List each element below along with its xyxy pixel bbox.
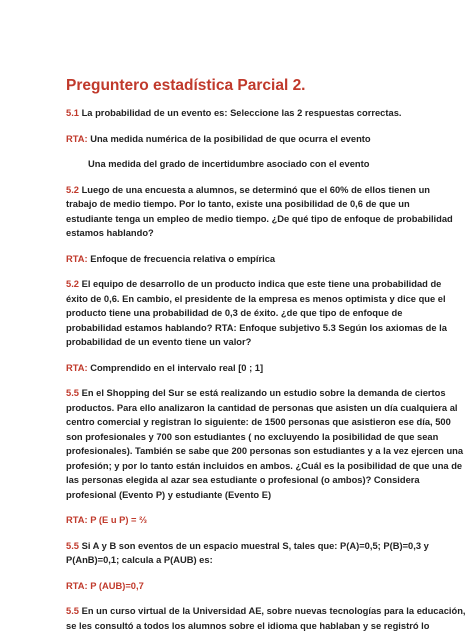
document-content	[66, 76, 466, 644]
line-text: Una medida del grado de incertidumbre asociado con el evento	[88, 159, 370, 169]
line-text: RTA: P (AUB)=0,7	[66, 580, 144, 591]
text-line	[66, 212, 453, 227]
question-number: 5.2	[66, 279, 79, 289]
question-paragraph	[66, 106, 416, 121]
question-number: 5.5	[66, 388, 79, 398]
text-line	[66, 321, 447, 336]
text-line	[66, 361, 416, 376]
text-line	[66, 619, 430, 634]
text-line	[66, 292, 446, 307]
question-paragraph	[66, 604, 466, 633]
text-line	[66, 604, 466, 619]
line-text: producto tiene una probabilidad de 0,3 de éxito. ¿de que tipo de enfoque de	[66, 308, 403, 318]
question-paragraph	[66, 386, 464, 502]
answer-paragraph	[66, 132, 416, 147]
line-text: La probabilidad de un evento es: Seleccione las 2 respuestas correctas.	[79, 108, 402, 118]
answer-label: RTA:	[66, 253, 88, 264]
line-text: Comprendido en el intervalo real [0 ; 1]	[87, 362, 264, 373]
page-title: Preguntero estadística Parcial 2.	[66, 77, 306, 94]
line-text: Luego de una encuesta a alumnos, se determinó que el 60% de ellos tienen un	[79, 184, 430, 195]
question-paragraph	[66, 277, 447, 350]
line-text: En un curso virtual de la Universidad AE, sobre nuevas tecnologías para la educación,	[79, 606, 466, 616]
answer-paragraph	[66, 252, 416, 267]
text-line	[66, 539, 429, 554]
line-text: En el Shopping del Sur se está realizando un estudio sobre la demanda de ciertos	[79, 388, 446, 398]
answer-paragraph	[66, 579, 416, 594]
line-text: profesional (Evento P) y estudiante (Evento E)	[66, 489, 272, 500]
answer-label: RTA:	[66, 362, 88, 373]
line-text: productos. Para ello analizaron la cantidad de personas que asisten un día cualquiera al	[66, 402, 458, 413]
text-line	[66, 252, 416, 267]
text-line	[66, 444, 464, 459]
line-text: las personas elegida al azar sea estudiante o profesional (o ambos)? Considera	[66, 475, 420, 485]
line-text: estudiante tenga un empleo de medio tiempo. ¿De qué tipo de enfoque de probabilidad	[66, 213, 453, 224]
text-line	[66, 226, 416, 241]
question-paragraph	[66, 183, 453, 241]
line-text: El equipo de desarrollo de un producto indica que este tiene una probabilidad de	[79, 279, 442, 289]
question-number: 5.1	[66, 108, 79, 118]
answer-paragraph	[66, 513, 416, 528]
question-number: 5.5	[66, 540, 79, 551]
text-line	[66, 335, 416, 350]
line-text: profesionales). También se sabe que 200 personas son estudiantes y a la vez ejercen una	[66, 446, 464, 456]
question-number: 5.2	[66, 184, 79, 195]
answer-label: RTA:	[66, 133, 88, 144]
text-line	[66, 579, 416, 594]
line-text: son profesionales y 700 son estudiantes ( no excluyendo la posibilidad de que sean	[66, 431, 439, 442]
line-text: trabajo de medio tiempo. Por lo tanto, existe una posibilidad de 0,6 de que un	[66, 199, 410, 209]
text-line	[66, 488, 416, 503]
question-paragraph	[66, 539, 429, 568]
text-line	[66, 277, 442, 292]
text-line	[66, 106, 416, 121]
line-text: profesión; y por lo tanto están incluidos en ambos. ¿Cuál es la posibilidad de que una de	[66, 460, 463, 471]
line-text: éxito de 0,6. En cambio, el presidente de la empresa es menos optimista y dice que el	[66, 293, 446, 304]
question-list	[66, 106, 466, 633]
line-text: RTA: P (E u P) = ⅔	[66, 515, 147, 525]
text-line	[66, 306, 416, 321]
answer-paragraph	[66, 157, 416, 172]
text-line	[66, 183, 430, 198]
line-text: estamos hablando?	[66, 228, 154, 238]
text-line	[66, 415, 451, 430]
text-line	[66, 513, 416, 528]
text-line	[66, 459, 463, 474]
line-text: centro comercial y registran lo siguiente: de 1500 personas que asistieron ese día, 500	[66, 417, 451, 427]
text-line	[66, 386, 446, 401]
text-line	[88, 157, 416, 172]
text-line	[66, 132, 416, 147]
line-text: Si A y B son eventos de un espacio muestral S, tales que: P(A)=0,5; P(B)=0,3 y	[79, 540, 429, 551]
question-number: 5.5	[66, 606, 79, 616]
text-line	[66, 430, 439, 445]
text-line	[66, 553, 416, 568]
line-text: probabilidad estamos hablando? RTA: Enfoque subjetivo 5.3 Según los axiomas de la	[66, 322, 447, 333]
line-text: Una medida numérica de la posibilidad de que ocurra el evento	[87, 133, 371, 144]
text-line	[66, 197, 416, 212]
answer-paragraph	[66, 361, 416, 376]
line-text: Enfoque de frecuencia relativa o empírica	[87, 253, 276, 264]
text-line	[66, 473, 420, 488]
line-text: se les consultó a todos los alumnos sobre el idioma que hablaban y se registró lo	[66, 620, 430, 631]
line-text: probabilidad de un evento tiene un valor?	[66, 337, 252, 347]
text-line	[66, 401, 458, 416]
line-text: P(AnB)=0,1; calcula a P(AUB) es:	[66, 555, 213, 565]
